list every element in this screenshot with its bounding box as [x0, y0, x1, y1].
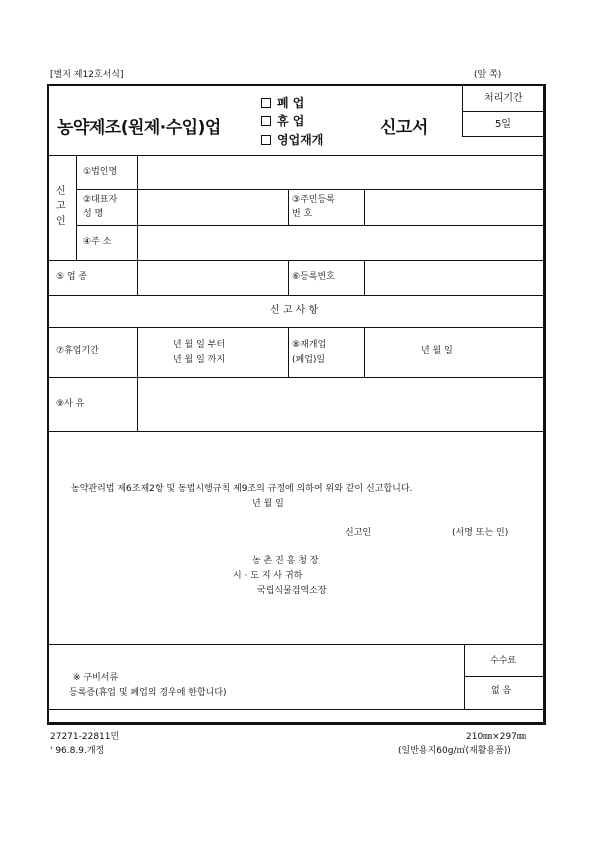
revision-date: ' 96.8.9.개정 — [50, 746, 105, 756]
address-label: ④주 소 — [83, 237, 112, 247]
representative-label-2: 성 명 — [83, 209, 104, 219]
closure-period-from[interactable]: 년 월 일 부터 — [173, 340, 226, 350]
form-title: 농약제조(원제·수입)업 — [57, 118, 221, 138]
rrn-field[interactable] — [367, 192, 543, 223]
paper-size: 210㎜×297㎜ — [466, 732, 526, 742]
fee-label: 수수료 — [490, 656, 517, 666]
processing-period-value: 5일 — [495, 119, 512, 130]
fee-value: 없 음 — [491, 686, 512, 696]
reopen-date-label-2: (폐업)일 — [292, 355, 326, 365]
signature-field[interactable]: (서명 또는 인) — [452, 528, 509, 538]
page-side-label: (앞 쪽) — [474, 70, 502, 80]
closure-period-to[interactable]: 년 월 일 까지 — [173, 355, 226, 365]
paper-spec: (일반용지60g/㎡(재활용품)) — [398, 746, 511, 756]
business-type-field[interactable] — [140, 263, 286, 293]
form-title-suffix: 신고서 — [380, 118, 428, 138]
option-reopen[interactable]: 영업재개 — [261, 133, 323, 148]
business-type-label: ⑤ 업 종 — [56, 272, 88, 282]
declaration-date[interactable]: 년 월 일 — [252, 499, 284, 509]
registration-number-field[interactable] — [367, 263, 543, 293]
corp-name-label: ①법인명 — [83, 167, 118, 177]
reason-label: ⑨사 유 — [56, 399, 85, 409]
declaration-applicant-label: 신고인 — [345, 528, 372, 538]
address-field[interactable] — [140, 228, 543, 258]
required-docs-heading: ※ 구비서류 — [73, 673, 119, 683]
representative-label-1: ②대표자 — [83, 195, 118, 205]
option-closure[interactable]: 폐 업 — [261, 96, 304, 111]
form-code: 27271-22811민 — [50, 732, 120, 742]
applicant-group-label-1: 신 — [56, 186, 66, 197]
reason-field[interactable] — [140, 380, 543, 429]
report-section-heading: 신 고 사 항 — [270, 305, 319, 316]
rrn-label-2: 번 호 — [292, 209, 313, 219]
recipient-1: 농 촌 진 흥 청 장 — [252, 556, 319, 566]
processing-period-label: 처리기간 — [484, 93, 523, 104]
reopen-date-label-1: ⑧재개업 — [292, 340, 327, 350]
form-number: [별지 제12호서식] — [50, 70, 124, 80]
corp-name-field[interactable] — [140, 158, 543, 188]
applicant-group-label-2: 고 — [56, 201, 66, 212]
reopen-date-value[interactable]: 년 월 일 — [421, 346, 453, 356]
registration-number-label: ⑥등록번호 — [292, 272, 335, 282]
declaration-statement: 농약관리법 제6조제2항 및 동법시행규칙 제9조의 규정에 의하여 위와 같이 신고합니다. — [71, 484, 413, 494]
option-suspension[interactable]: 휴 업 — [261, 114, 304, 129]
recipient-3: 국립식물검역소장 — [257, 586, 327, 596]
required-docs-item: 등록증(휴업 및 폐업의 경우에 한합니다) — [69, 688, 227, 698]
representative-name-field[interactable] — [140, 192, 286, 223]
checkbox-closure[interactable] — [261, 98, 271, 108]
rrn-label-1: ③주민등록 — [292, 195, 335, 205]
recipient-2: 시 · 도 지 사 귀하 — [233, 571, 303, 581]
checkbox-suspension[interactable] — [261, 116, 271, 126]
applicant-group-label-3: 인 — [56, 216, 66, 227]
checkbox-reopen[interactable] — [261, 135, 271, 145]
closure-period-label: ⑦휴업기간 — [56, 346, 99, 356]
